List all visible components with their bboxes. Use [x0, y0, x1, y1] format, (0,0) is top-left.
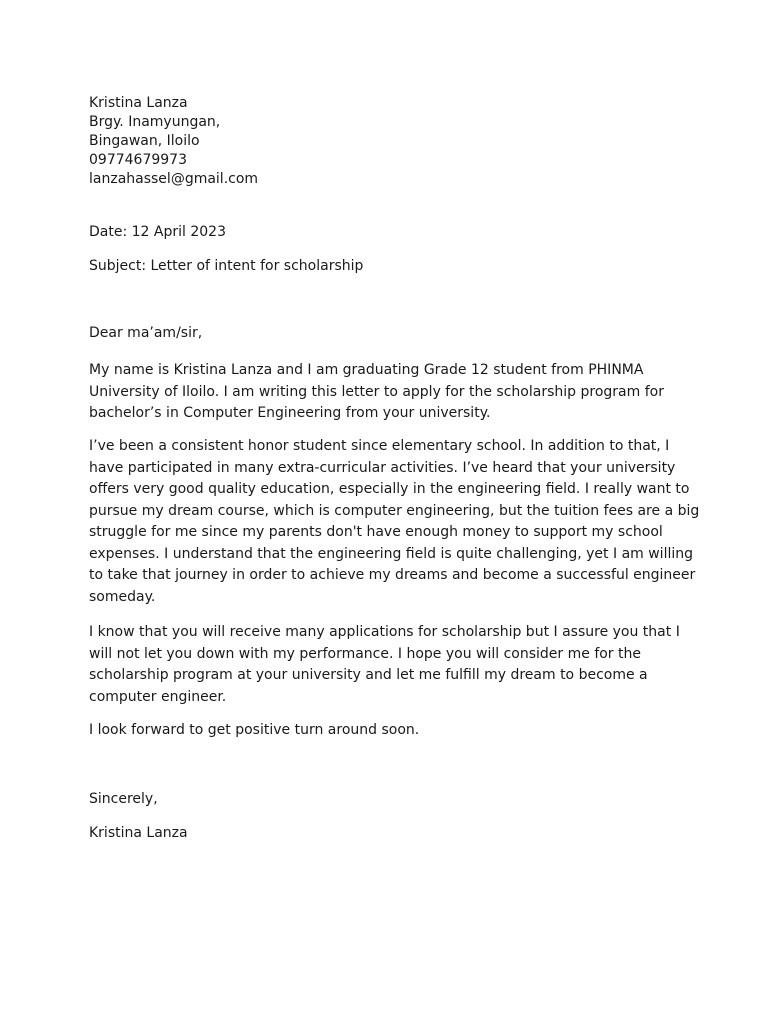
paragraph-line: My name is Kristina Lanza and I am graduating Grade 12 student from PHINMA: [89, 362, 644, 378]
signature-name: Kristina Lanza: [89, 825, 188, 841]
paragraph-line: bachelor’s in Computer Engineering from your university.: [89, 405, 491, 421]
body-paragraph-2: [89, 436, 709, 608]
paragraph-line: offers very good quality education, especially in the engineering field. I really want to: [89, 481, 690, 497]
salutation: Dear ma’am/sir,: [89, 325, 203, 341]
sender-name: Kristina Lanza: [89, 95, 188, 111]
paragraph-line: I know that you will receive many applications for scholarship but I assure you that I: [89, 624, 680, 640]
paragraph-line: have participated in many extra-curricular activities. I’ve heard that your university: [89, 459, 676, 476]
letter-subject: Subject: Letter of intent for scholarship: [89, 258, 364, 274]
sender-phone: 09774679973: [89, 152, 187, 168]
paragraph-line: to take that journey in order to achieve my dreams and become a successful engineer: [89, 567, 696, 583]
sender-address-line1: Brgy. Inamyungan,: [89, 114, 221, 130]
body-paragraph-1: [89, 360, 709, 425]
sender-address-line2: Bingawan, Iloilo: [89, 133, 200, 149]
body-paragraph-3: [89, 622, 709, 708]
paragraph-line: scholarship program at your university and let me fulfill my dream to become a: [89, 667, 648, 683]
paragraph-line: struggle for me since my parents don't have enough money to support my school: [89, 524, 663, 540]
paragraph-line: I’ve been a consistent honor student since elementary school. In addition to that, I: [89, 438, 670, 454]
body-paragraph-4: [89, 720, 709, 742]
paragraph-line: University of Iloilo. I am writing this letter to apply for the scholarship program for: [89, 383, 664, 400]
paragraph-line: will not let you down with my performance. I hope you will consider me for the: [89, 645, 641, 662]
closing: Sincerely,: [89, 791, 158, 807]
letter-date: Date: 12 April 2023: [89, 224, 226, 240]
paragraph-line: pursue my dream course, which is computer engineering, but the tuition fees are a big: [89, 502, 700, 519]
paragraph-line: I look forward to get positive turn around soon.: [89, 722, 420, 738]
paragraph-line: computer engineer.: [89, 688, 227, 705]
paragraph-line: expenses. I understand that the engineering field is quite challenging, yet I am willing: [89, 545, 694, 562]
sender-block: [89, 94, 709, 189]
sender-email: lanzahassel@gmail.com: [89, 171, 259, 187]
paragraph-line: someday.: [89, 588, 156, 605]
